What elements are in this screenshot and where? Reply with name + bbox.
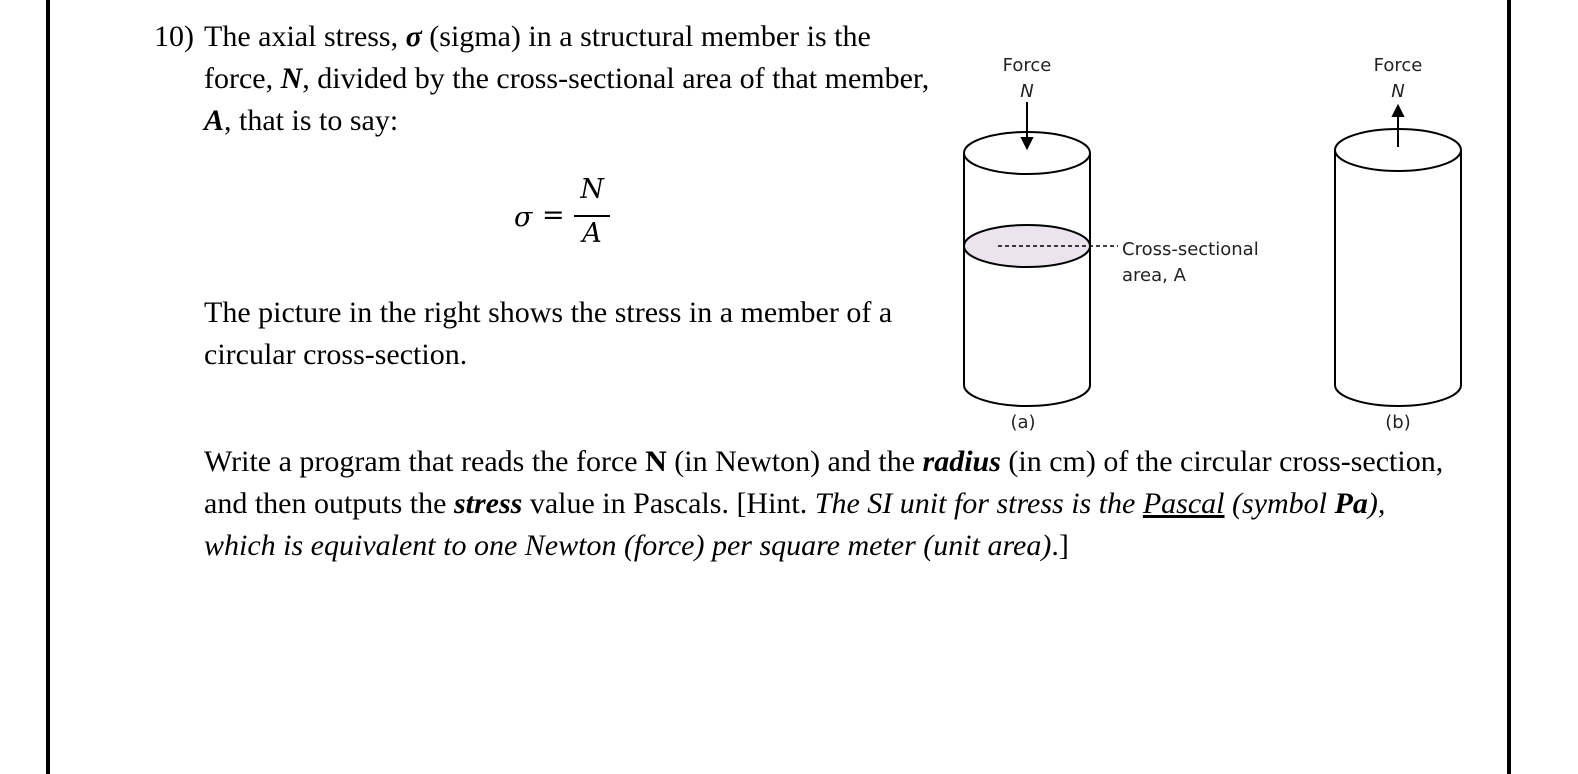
force-symbol-b: N [1391, 81, 1405, 102]
task-radius: radius [922, 445, 1001, 478]
force-label-a: Force [1002, 55, 1052, 76]
cylinder-a [964, 102, 1118, 406]
cylinder-b-bottom [1335, 385, 1461, 406]
cylinder-a-bottom [964, 385, 1090, 406]
picture-description: The picture in the right shows the stress in a member of a circular cross-section. [204, 296, 893, 371]
force-symbol: N [280, 62, 303, 95]
question-number: 10) [154, 20, 194, 53]
pascal-link-text: Pascal [1142, 487, 1225, 520]
task-force: N [645, 445, 667, 478]
task-stress: stress [453, 487, 523, 520]
cylinder-b [1335, 106, 1461, 406]
task-description: Write a program that reads the force N (in Newton) and the radius (in cm) of the circular cross-section, and then outputs the stress value in Pascals. [Hint. The SI unit for stress is the Pascal (symbol Pa), which is equivalent to one Newton (force) per square meter (unit area).] [204, 445, 1444, 562]
hint-text: The SI unit for stress is the Pascal (symbol Pa), which is equivalent to one Newton (force) per square meter (unit area) [204, 487, 1386, 562]
section-label-line1: Cross-sectional [1122, 239, 1259, 260]
area-symbol: A [204, 104, 225, 137]
force-arrow-b-head [1393, 106, 1403, 116]
formula-equals: = [542, 200, 565, 231]
formula-lhs: σ [514, 202, 533, 233]
formula-numerator: N [580, 174, 604, 205]
caption-a: (a) [1010, 412, 1036, 433]
sigma-symbol: σ [405, 20, 422, 53]
question-intro: The axial stress, σ (sigma) in a structural member is the force, N, divided by the cross-sectional area of that member, A, that is to say: [204, 20, 930, 137]
formula-denominator: A [582, 218, 602, 249]
force-symbol-a: N [1020, 81, 1034, 102]
section-label-line2: area, A [1122, 265, 1186, 286]
caption-b: (b) [1385, 412, 1411, 433]
force-label-b: Force [1373, 55, 1423, 76]
